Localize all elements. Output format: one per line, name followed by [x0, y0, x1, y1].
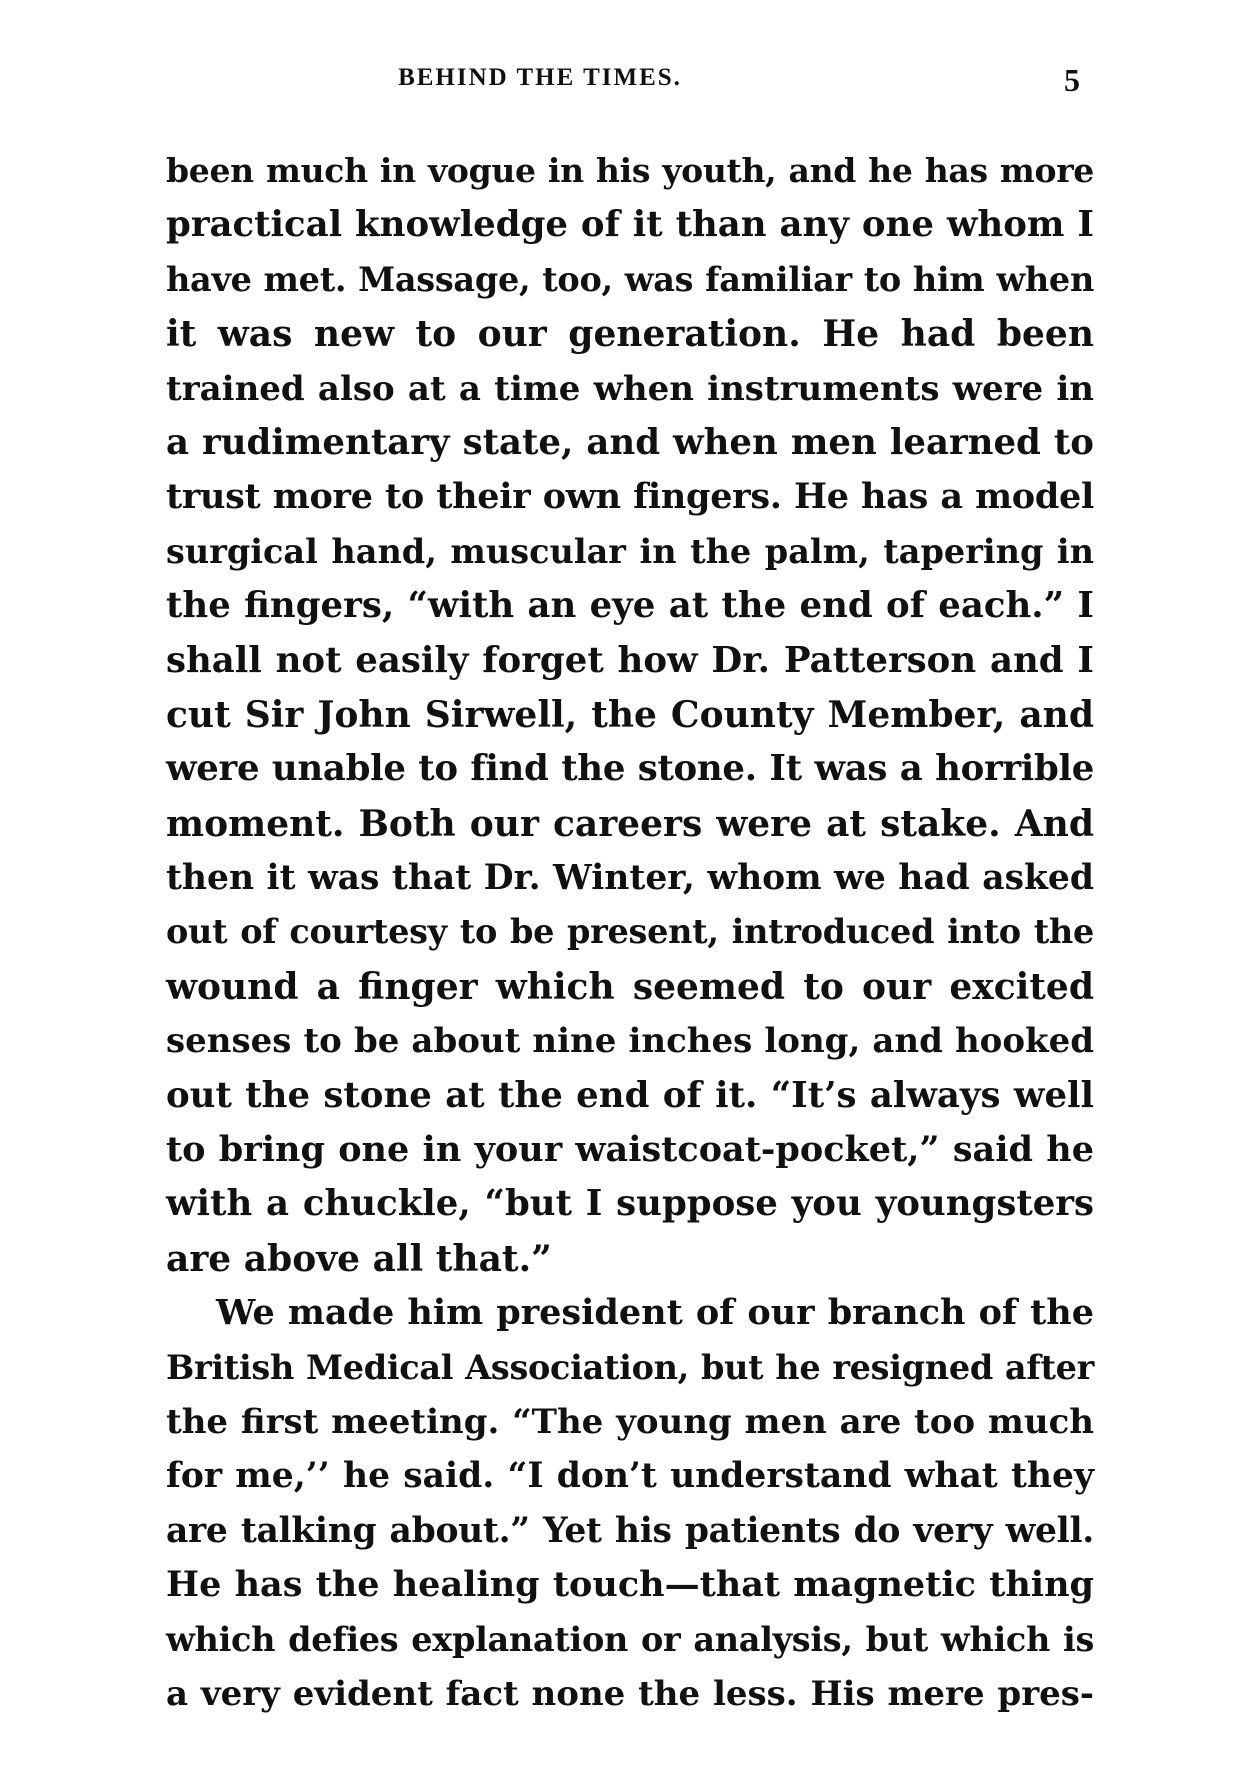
text-line: it was new to our generation. He had been [166, 313, 1094, 356]
text-line: practical knowledge of it than any one whom I [166, 204, 1094, 246]
text-line: then it was that Dr. Winter, whom we had asked [166, 858, 1094, 899]
text-line: He has the healing touch—that magnetic thing [166, 1564, 1094, 1606]
running-head [0, 64, 1259, 104]
text-line: which defies explanation or analysis, but which is [166, 1619, 1094, 1659]
text-line: for me,’’ he said. “I don’t understand what they [166, 1456, 1094, 1497]
text-line: wound a finger which seemed to our excited [166, 965, 1094, 1008]
text-line: with a chuckle, “but I suppose you youngsters [166, 1183, 1094, 1225]
text-line: a rudimentary state, and when men learned to [166, 421, 1094, 463]
text-line: have met. Massage, too, was familiar to him when [166, 259, 1094, 299]
text-line: surgical hand, muscular in the palm, tapering in [166, 531, 1094, 571]
text-line: cut Sir John Sirwell, the County Member, and [166, 693, 1094, 736]
text-line: are above all that.” [166, 1237, 552, 1280]
text-line: the fingers, “with an eye at the end of each.” I [166, 585, 1094, 627]
text-line: senses to be about nine inches long, and hooked [166, 1021, 1094, 1062]
running-title: BEHIND THE TIMES. [398, 64, 682, 91]
text-line: been much in vogue in his youth, and he has more [166, 151, 1094, 190]
page-number: 5 [1064, 62, 1080, 98]
text-line: were unable to find the stone. It was a horrible [166, 748, 1094, 790]
text-line: the first meeting. “The young men are too much [166, 1401, 1094, 1442]
text-line: moment. Both our careers were at stake. And [166, 802, 1094, 845]
body-text [166, 144, 1094, 1721]
text-line: out the stone at the end of it. “It’s always well [166, 1074, 1094, 1116]
text-line: a very evident fact none the less. His mere pres- [166, 1673, 1094, 1714]
text-line: trained also at a time when instruments were in [166, 368, 1094, 409]
text-line: to bring one in your waistcoat-pocket,” said he [166, 1129, 1094, 1171]
text-line: British Medical Association, but he resigned after [166, 1347, 1094, 1387]
text-line: are talking about.” Yet his patients do very well. [166, 1510, 1094, 1551]
text-line: out of courtesy to be present, introduced into the [166, 912, 1094, 952]
text-line: trust more to their own fingers. He has a model [166, 476, 1094, 518]
text-line: We made him president of our branch of the [216, 1292, 1094, 1334]
text-line: shall not easily forget how Dr. Patterson and I [166, 639, 1094, 681]
